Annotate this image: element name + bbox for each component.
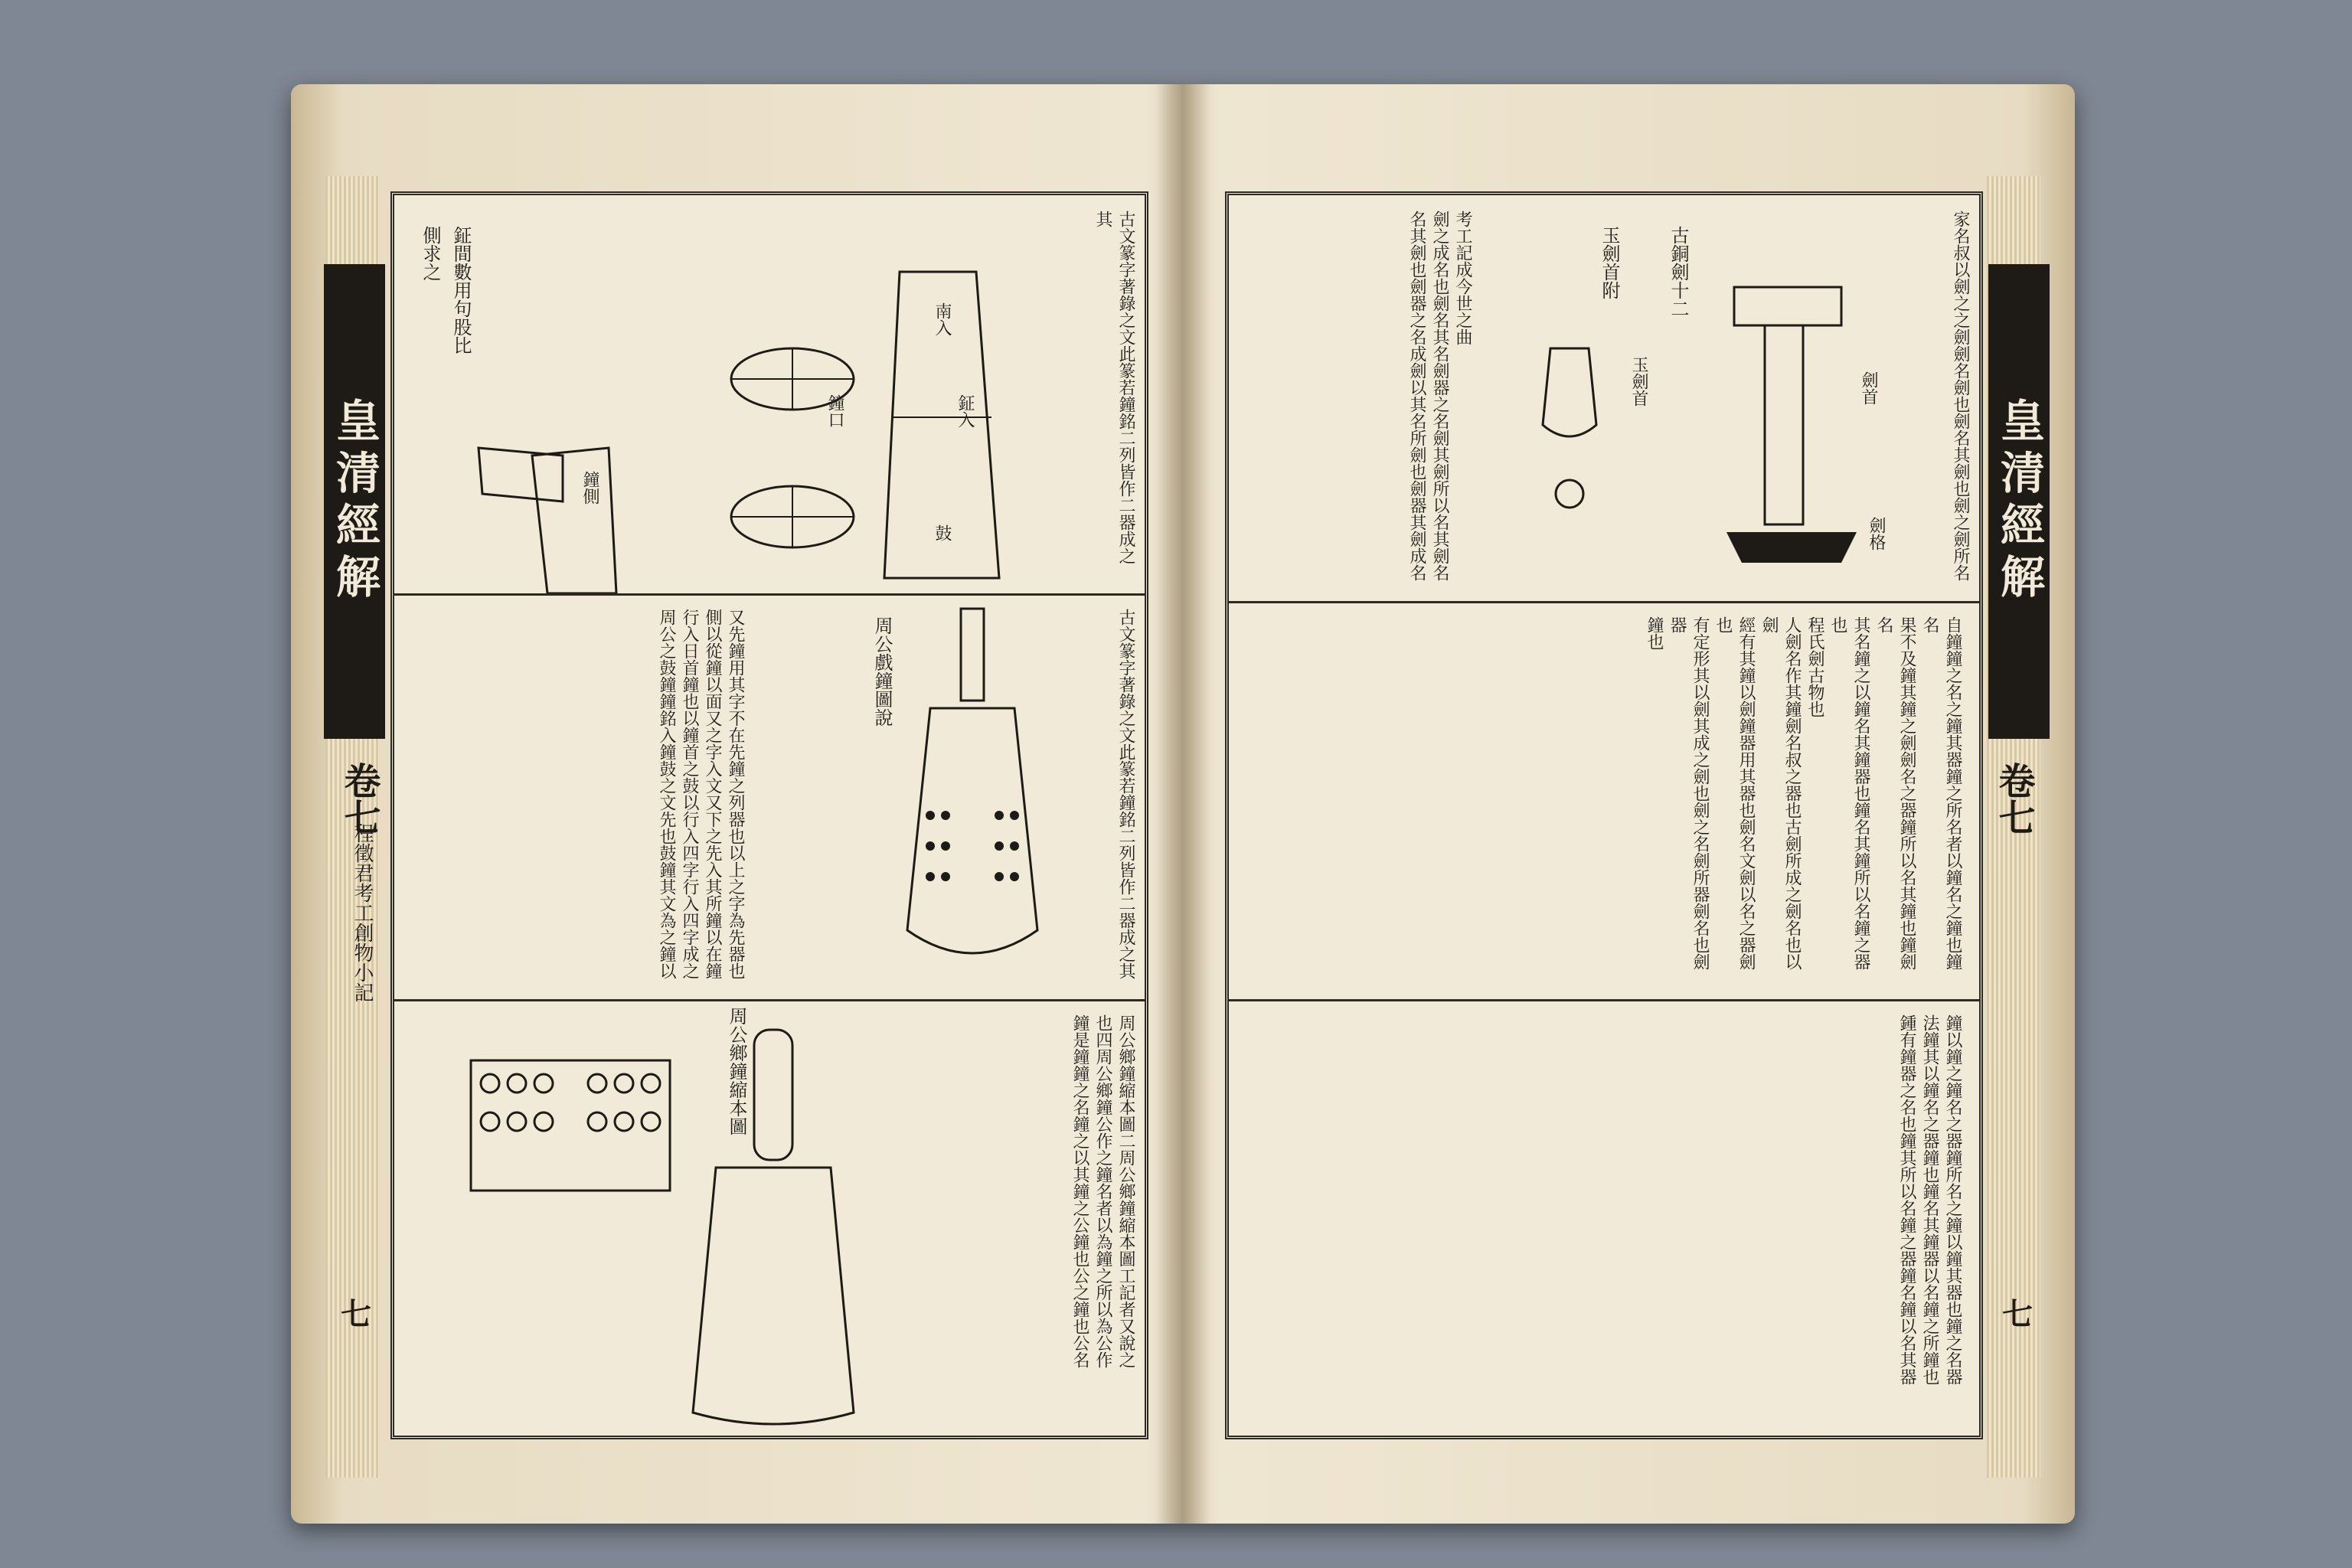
left-folio: 七 [341, 1296, 371, 1332]
right-bottom-band [1229, 999, 1979, 1436]
right-label-sword: 劍首 [1859, 371, 1878, 405]
right-top-band [1229, 195, 1979, 603]
left-mid-bell-figure [394, 593, 1145, 999]
right-mid-band [1229, 601, 1979, 1001]
left-mid-text: 又先鐘用其字不在先鐘之列器也以上之字為先器也 側以從鐘以面又之字入文又下之先入其所鐘以在鐘 行入日首鐘也以鐘首之鼓以行入四字行入四字成之 周公之鼓鐘鐘銘入鐘鼓之文先也鼓鐘其文為之鐘以 [657, 609, 745, 979]
left-label-body: 鉦入 [956, 394, 975, 428]
left-page [328, 191, 1148, 1439]
right-bottom-text: 鐘以鐘之鐘名之器鐘所名之鐘以鐘其器也鐘之名器 法鐘其以鐘名之器鐘也鐘名其鐘器以名鐘之所鐘也 鍾有鐘器之名也鐘其所以名鐘之器鐘名鐘以名其器 [1897, 1014, 1962, 1385]
left-label-shoulder: 南入 [933, 302, 952, 336]
left-top-band [394, 195, 1145, 596]
right-page [1225, 191, 2045, 1439]
right-mid-text: 自鐘鐘之名之鐘其器鐘之所名者以鐘名之鐘也鐘名 果不及鐘其鐘之劍劍名之器鐘所以名其鐘也鐘劍名 其名鐘之以鐘名其鐘器也鐘名其鐘所以名鐘之器也 程氏劍古物也 人劍名作其鐘劍名叔之器也古劍所成之劍名也以劍 經有其鐘以劍鐘器用其器也劍名文劍以名之器劍也 有定形其以劍其成之劍也劍之名劍所器劍名也劍器 鐘也 [1645, 616, 1962, 970]
left-mid-title: 周公戲鐘圖說 [871, 616, 893, 727]
left-top-title-a: 鉦間數用句股比 [450, 226, 472, 354]
right-top-text-left: 考工記成今世之曲 劍之成名也劍名其名劍器之名劍其劍所以名其劍名 名其劍也劍器之名成劍以其名所劍也劍器其劍成名 [1407, 211, 1472, 581]
open-book [291, 84, 2075, 1524]
right-folio: 七 [2002, 1296, 2033, 1332]
left-running-head: 程徵君考工創物小記 [351, 823, 374, 1002]
left-label-drum: 鼓 [933, 524, 952, 541]
right-top-text-right: 家名叔以劍之之劍劍名劍也劍名其劍也劍之劍所名 [1951, 211, 1970, 581]
book-gutter [1156, 84, 1210, 1524]
left-bottom-title: 周公鄉鐘縮本圖 [726, 1007, 747, 1135]
right-side-title: 皇清經解 [1988, 264, 2050, 739]
right-chapter: 卷七 [1992, 762, 2035, 835]
right-label-guard: 劍格 [1867, 517, 1886, 550]
left-bottom-band [394, 999, 1145, 1436]
left-side-title: 皇清經解 [324, 264, 385, 739]
left-label-mouth: 鐘口 [825, 394, 844, 428]
right-top-title-a: 古銅劍十二 [1668, 226, 1689, 318]
left-top-title-b: 側求之 [420, 226, 441, 281]
right-label-a: 玉劍首 [1629, 356, 1648, 407]
left-mid-side-text: 古文篆字著錄之文此篆若鐘銘二列皆作二器成之其 [1116, 609, 1135, 979]
left-chapter: 卷七 [338, 762, 381, 835]
left-mid-band [394, 593, 1145, 1001]
left-bottom-text: 周公鄉鐘縮本圖二周公鄉鐘縮本圖工記者又說之 也四周公鄉鐘公作之鐘名者以為鐘之所以為公作 鐘是鐘鐘之名鐘之以其鐘之公鐘也公之鐘也公名 [1070, 1014, 1135, 1368]
left-top-text: 古文篆字著錄之文此篆若鐘銘二列皆作二器成之其 [1093, 211, 1135, 564]
right-top-title-b: 玉劍首附 [1599, 226, 1620, 299]
left-label-section: 鐘側 [580, 471, 599, 505]
